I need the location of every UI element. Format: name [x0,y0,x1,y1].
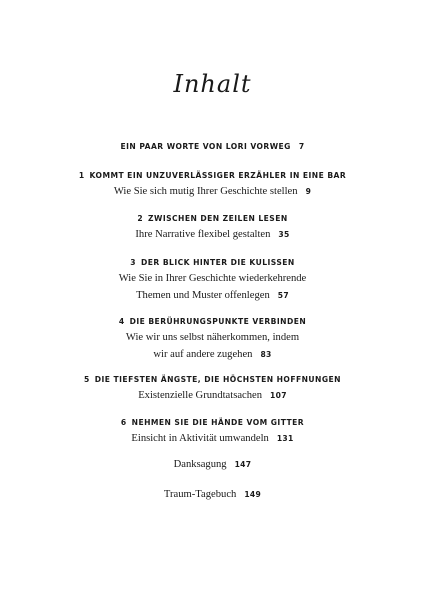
page-number: 35 [278,230,290,239]
entry-subtitle: Themen und Muster offenlegen [136,290,270,301]
chapter-number: 6 [120,418,127,427]
entry-heading: ZWISCHEN DEN ZEILEN LESEN [148,214,288,223]
entry-subtitle: Wie Sie sich mutig Ihrer Geschichte stellen [113,186,298,197]
toc-entry-acknowledgements[interactable] [0,456,425,473]
toc-entry-chapter-6[interactable] [0,415,425,447]
entry-subtitle: Wie Sie in Ihrer Geschichte wiederkehrende [118,273,307,284]
chapter-number: 1 [78,171,85,180]
chapter-number: 3 [130,258,137,267]
chapter-number: 4 [118,317,125,326]
page-number: 57 [277,291,289,300]
page-number: 147 [234,460,252,469]
entry-heading: DIE BERÜHRUNGSPUNKTE VERBINDEN [129,317,307,326]
page-number: 131 [276,434,294,443]
chapter-number: 5 [84,375,90,384]
entry-heading: EIN PAAR WORTE VON LORI VORWEG [120,142,291,151]
chapter-number: 2 [137,214,144,223]
entry-subtitle: Wie wir uns selbst näherkommen, indem [125,332,300,343]
toc-entry-chapter-1[interactable] [0,168,425,200]
page-number: 107 [270,391,287,400]
entry-heading: DIE TIEFSTEN ÄNGSTE, DIE HÖCHSTEN HOFFNUNGEN [94,375,341,384]
page-number: 7 [298,142,305,151]
entry-subtitle: Ihre Narrative flexibel gestalten [135,229,271,240]
entry-heading: KOMMT EIN UNZUVERLÄSSIGER ERZÄHLER IN EINE BAR [89,171,347,180]
page-number: 149 [244,490,262,499]
page-number: 83 [260,350,272,359]
entry-subtitle: wir auf andere zugehen [153,349,253,360]
entry-subtitle: Einsicht in Aktivität umwandeln [131,433,269,444]
toc-entry-chapter-3[interactable] [0,255,425,304]
toc-entry-chapter-4[interactable] [0,314,425,363]
page-title: Inhalt [173,70,252,98]
toc-entry-chapter-5[interactable] [0,372,425,404]
toc-entry-foreword[interactable] [0,139,425,154]
page-number: 9 [305,187,312,196]
entry-heading: NEHMEN SIE DIE HÄNDE VOM GITTER [131,418,305,427]
entry-subtitle: Existenzielle Grundtatsachen [138,390,263,401]
toc-entry-chapter-2[interactable] [0,211,425,243]
entry-subtitle: Traum-Tagebuch [163,489,237,500]
entry-subtitle: Danksagung [173,459,227,470]
entry-heading: DER BLICK HINTER DIE KULISSEN [141,258,295,267]
toc-entry-dream-diary[interactable] [0,486,425,503]
